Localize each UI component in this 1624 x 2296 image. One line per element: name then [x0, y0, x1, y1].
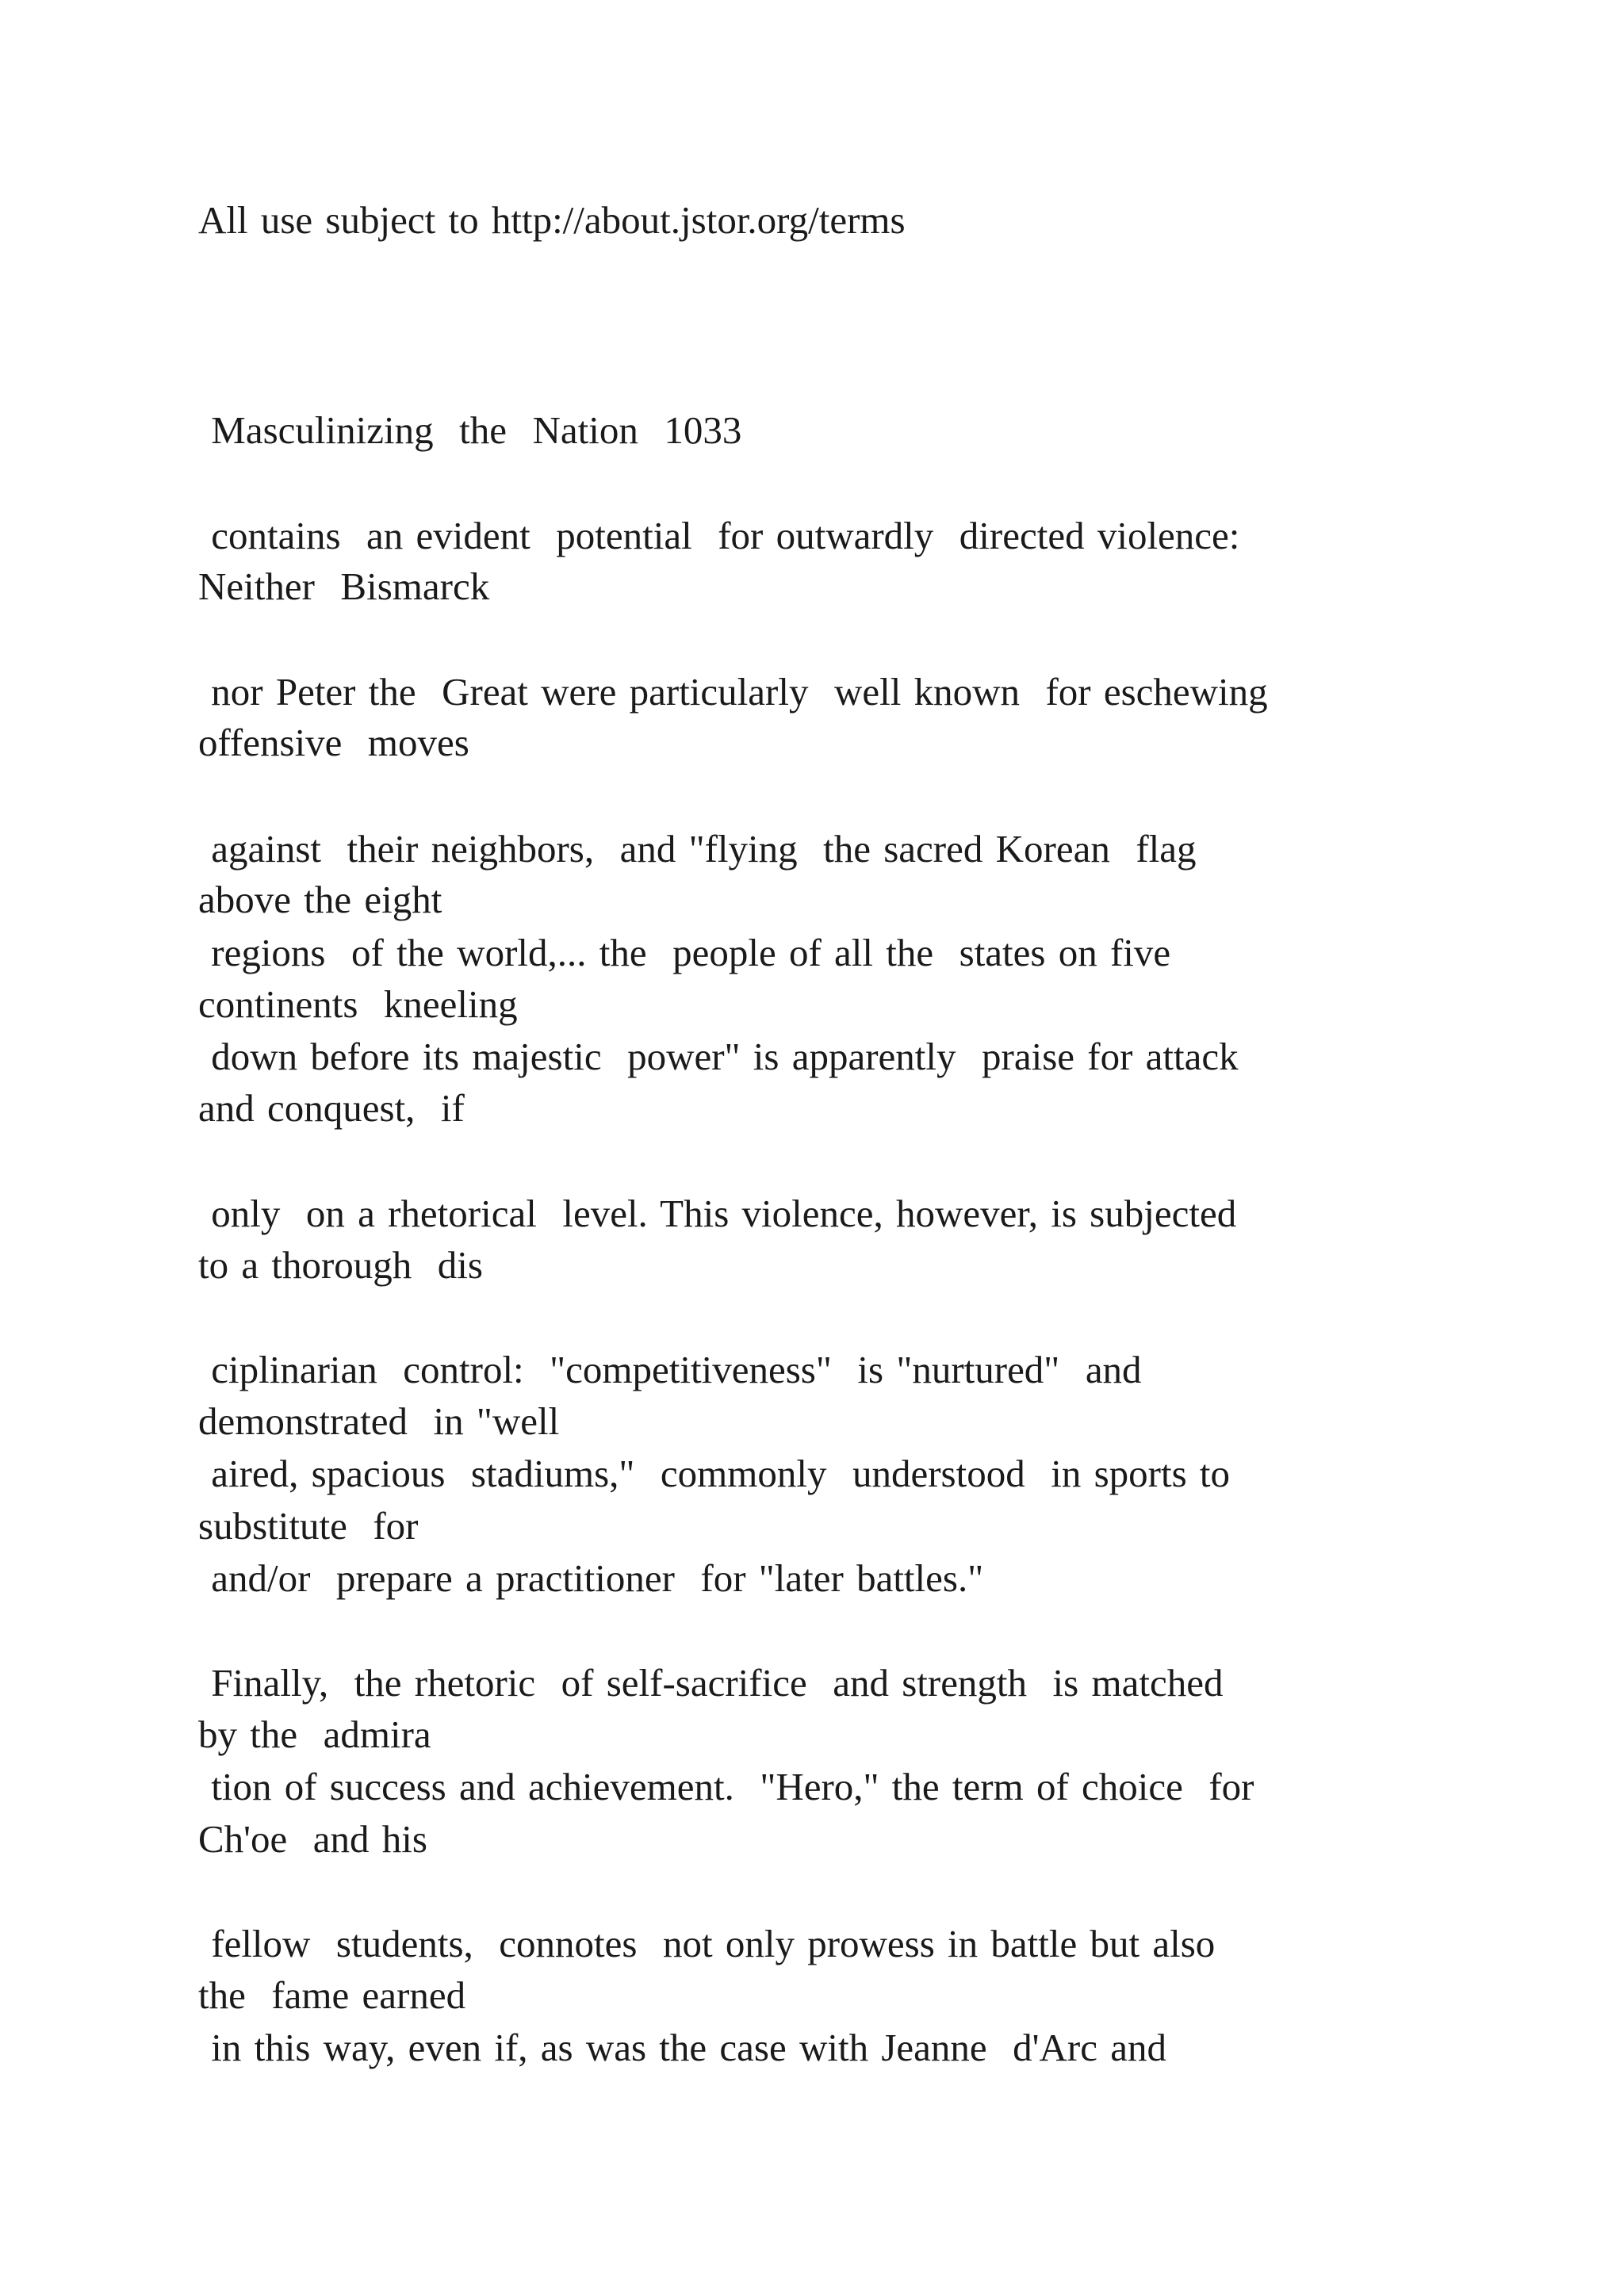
- text-line: the fame earned: [198, 1973, 466, 2017]
- running-head: Masculinizing the Nation 1033: [198, 408, 742, 452]
- text-line: to a thorough dis: [198, 1243, 483, 1287]
- text-line: tion of success and achievement. "Hero," the term of choice for: [198, 1765, 1254, 1808]
- text-line: Ch'oe and his: [198, 1817, 427, 1861]
- terms-notice: All use subject to http://about.jstor.org/terms: [198, 198, 906, 242]
- text-line: offensive moves: [198, 721, 469, 764]
- text-line: and conquest, if: [198, 1086, 465, 1130]
- text-line: above the eight: [198, 878, 442, 921]
- text-line: ciplinarian control: "competitiveness" is "nurtured" and: [198, 1348, 1142, 1391]
- text-line: substitute for: [198, 1504, 419, 1548]
- text-line: by the admira: [198, 1712, 431, 1756]
- text-line: in this way, even if, as was the case with Jeanne d'Arc and: [198, 2026, 1166, 2069]
- text-line: and/or prepare a practitioner for "later battles.": [198, 1556, 984, 1600]
- text-line: against their neighbors, and "flying the sacred Korean flag: [198, 827, 1197, 871]
- text-line: contains an evident potential for outwardly directed violence:: [198, 514, 1240, 557]
- text-line: nor Peter the Great were particularly well known for eschewing: [198, 670, 1268, 714]
- text-line: down before its majestic power" is apparently praise for attack: [198, 1035, 1239, 1078]
- text-line: fellow students, connotes not only prowess in battle but also: [198, 1922, 1216, 1965]
- text-line: Finally, the rhetoric of self-sacrifice and strength is matched: [198, 1661, 1224, 1705]
- text-line: demonstrated in "well: [198, 1399, 560, 1443]
- text-line: only on a rhetorical level. This violence, however, is subjected: [198, 1192, 1237, 1235]
- text-line: continents kneeling: [198, 982, 518, 1026]
- text-line: regions of the world,... the people of all the states on five: [198, 931, 1171, 974]
- text-line: aired, spacious stadiums," commonly understood in sports to: [198, 1452, 1231, 1495]
- text-line: Neither Bismarck: [198, 564, 490, 608]
